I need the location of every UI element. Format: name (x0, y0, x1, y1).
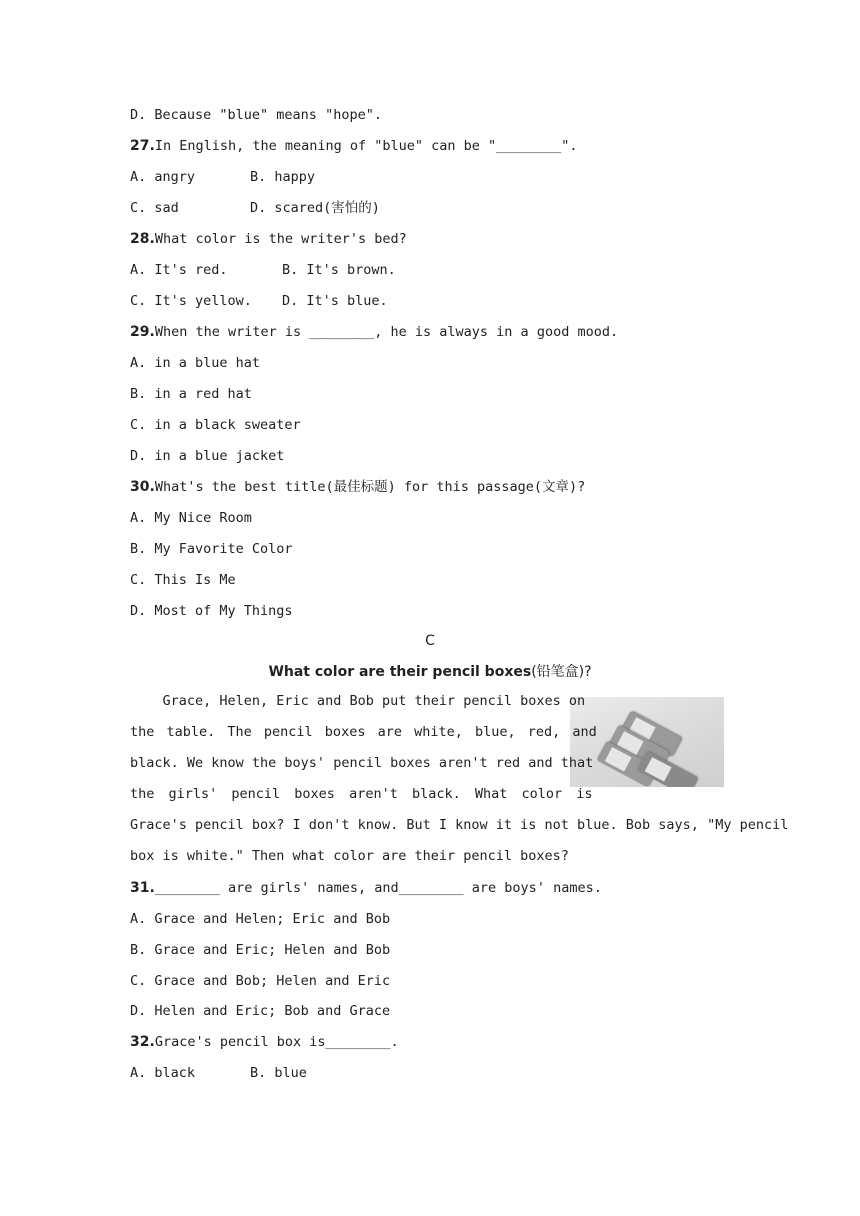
question-27-option-c: C. sad (130, 200, 179, 216)
question-32 (130, 1032, 399, 1052)
section-title-english: What color are their pencil boxes (268, 664, 532, 680)
question-number: 27. (130, 138, 155, 154)
question-number: 30. (130, 479, 155, 495)
passage-line: Grace, Helen, Eric and Bob put their pencil boxes on (130, 693, 586, 709)
question-number: 28. (130, 231, 155, 247)
question-number: 31. (130, 880, 155, 896)
question-30-option-c: C. This Is Me (130, 572, 236, 588)
question-27-option-a: A. angry (130, 169, 196, 185)
question-31-option-a: A. Grace and Helen; Eric and Bob (130, 911, 391, 927)
question-28-option-d: D. It's blue. (282, 293, 388, 309)
passage-line: Grace's pencil box? I don't know. But I know it is not blue. Bob says, "My pencil (130, 817, 789, 833)
question-30 (130, 477, 585, 497)
question-32-option-a: A. black (130, 1065, 196, 1081)
question-text: What's the best title(最佳标题) for this passage(文章)? (154, 479, 586, 495)
question-27 (130, 136, 577, 156)
passage-line: the girls' pencil boxes aren't black. What color is (130, 786, 593, 802)
section-title (0, 662, 860, 682)
question-28 (130, 229, 407, 249)
section-letter: C (425, 633, 435, 649)
section-title-chinese: (铅笔盒)? (531, 664, 592, 680)
question-29-option-a: A. in a blue hat (130, 355, 261, 371)
passage-line: the table. The pencil boxes are white, blue, red, and (130, 724, 597, 740)
question-28-option-c: C. It's yellow. (130, 293, 252, 309)
question-27-option-d: D. scared(害怕的) (250, 200, 380, 216)
question-number: 32. (130, 1034, 155, 1050)
question-30-option-d: D. Most of My Things (130, 603, 293, 619)
question-26-option-d: D. Because "blue" means "hope". (130, 107, 382, 123)
passage-line: box is white." Then what color are their pencil boxes? (130, 848, 569, 864)
question-text: ________ are girls' names, and________ are boys' names. (154, 880, 602, 896)
passage (130, 686, 788, 872)
question-31-option-b: B. Grace and Eric; Helen and Bob (130, 942, 391, 958)
question-31-option-c: C. Grace and Bob; Helen and Eric (130, 973, 391, 989)
question-text: In English, the meaning of "blue" can be "________". (154, 138, 578, 154)
question-28-option-b: B. It's brown. (282, 262, 396, 278)
passage-line: black. We know the boys' pencil boxes aren't red and that (130, 755, 594, 771)
question-29-option-c: C. in a black sweater (130, 417, 301, 433)
question-29-option-b: B. in a red hat (130, 386, 252, 402)
question-29-option-d: D. in a blue jacket (130, 448, 285, 464)
question-29 (130, 322, 618, 342)
question-number: 29. (130, 324, 155, 340)
question-text: What color is the writer's bed? (154, 231, 407, 247)
question-31-option-d: D. Helen and Eric; Bob and Grace (130, 1003, 391, 1019)
question-30-option-a: A. My Nice Room (130, 510, 252, 526)
question-31 (130, 878, 602, 898)
question-text: Grace's pencil box is________. (154, 1034, 399, 1050)
question-32-option-b: B. blue (250, 1065, 307, 1081)
question-30-option-b: B. My Favorite Color (130, 541, 293, 557)
question-text: When the writer is ________, he is always in a good mood. (154, 324, 619, 340)
question-27-option-b: B. happy (250, 169, 316, 185)
question-28-option-a: A. It's red. (130, 262, 228, 278)
